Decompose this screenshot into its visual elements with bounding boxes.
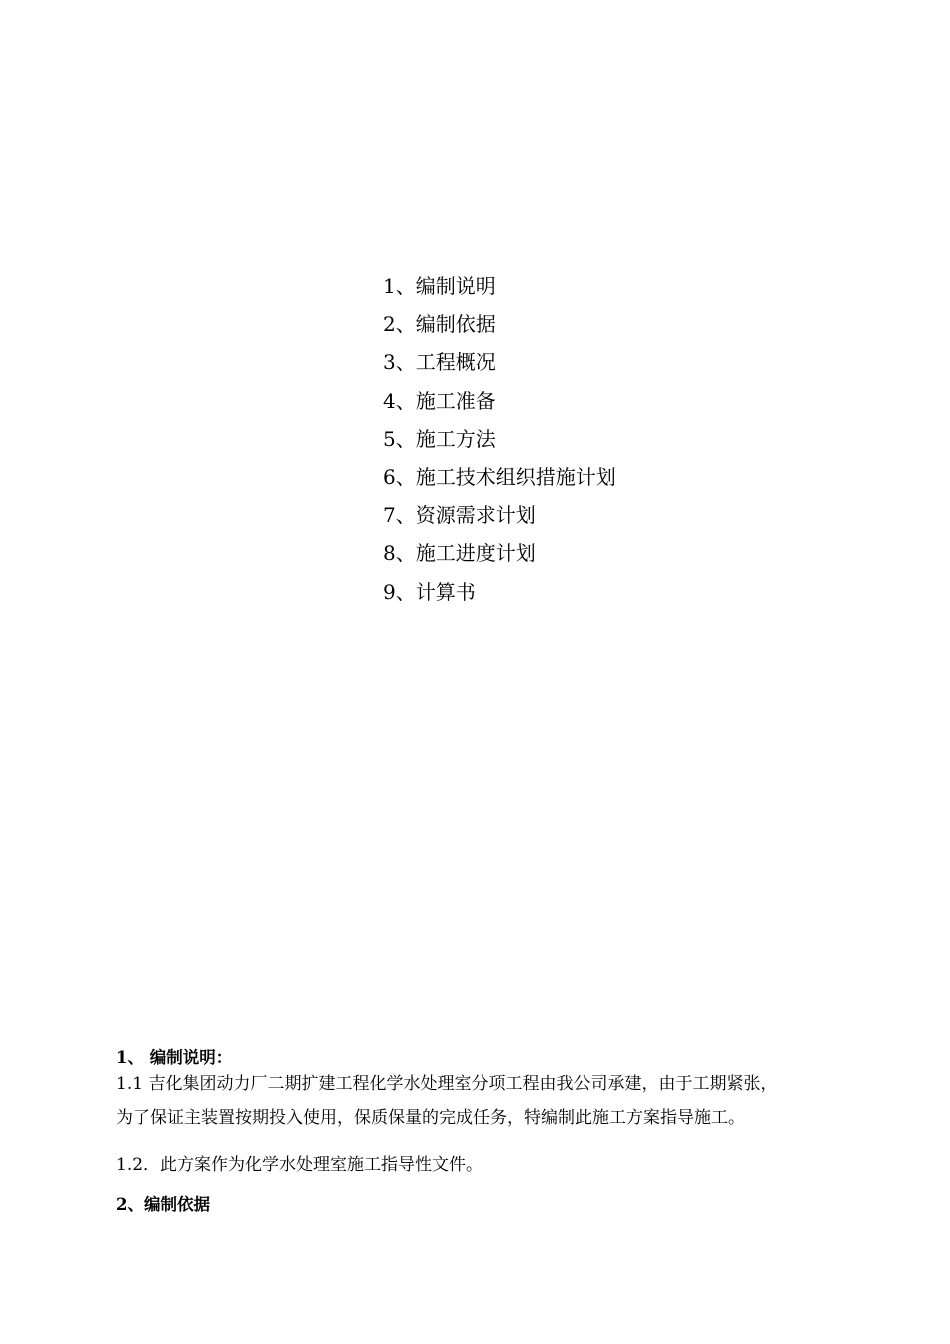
toc-item: 7、资源需求计划	[383, 503, 536, 528]
section-2-heading: 2、编制依据	[116, 1195, 210, 1214]
toc-item: 9、计算书	[383, 579, 476, 604]
section-1-paragraph-1-line-2: 为了保证主装置按期投入使用，保质保量的完成任务，特编制此施工方案指导施工。	[116, 1108, 745, 1128]
section-1-paragraph-1-line-1: 1.1 吉化集团动力厂二期扩建工程化学水处理室分项工程由我公司承建，由于工期紧张，	[116, 1074, 778, 1094]
toc-item: 4、施工准备	[383, 388, 496, 413]
toc-item: 5、施工方法	[383, 426, 496, 451]
section-1-heading: 1、 编制说明：	[116, 1048, 233, 1067]
toc-item: 8、施工进度计划	[383, 541, 536, 566]
toc-item: 1、编制说明	[383, 274, 496, 298]
toc-item: 6、施工技术组织措施计划	[383, 464, 616, 489]
toc-item: 2、编制依据	[383, 312, 496, 337]
section-1-paragraph-2: 1.2．此方案作为化学水处理室施工指导性文件。	[116, 1155, 484, 1175]
toc-item: 3、工程概况	[383, 350, 496, 375]
table-of-contents	[383, 270, 616, 614]
